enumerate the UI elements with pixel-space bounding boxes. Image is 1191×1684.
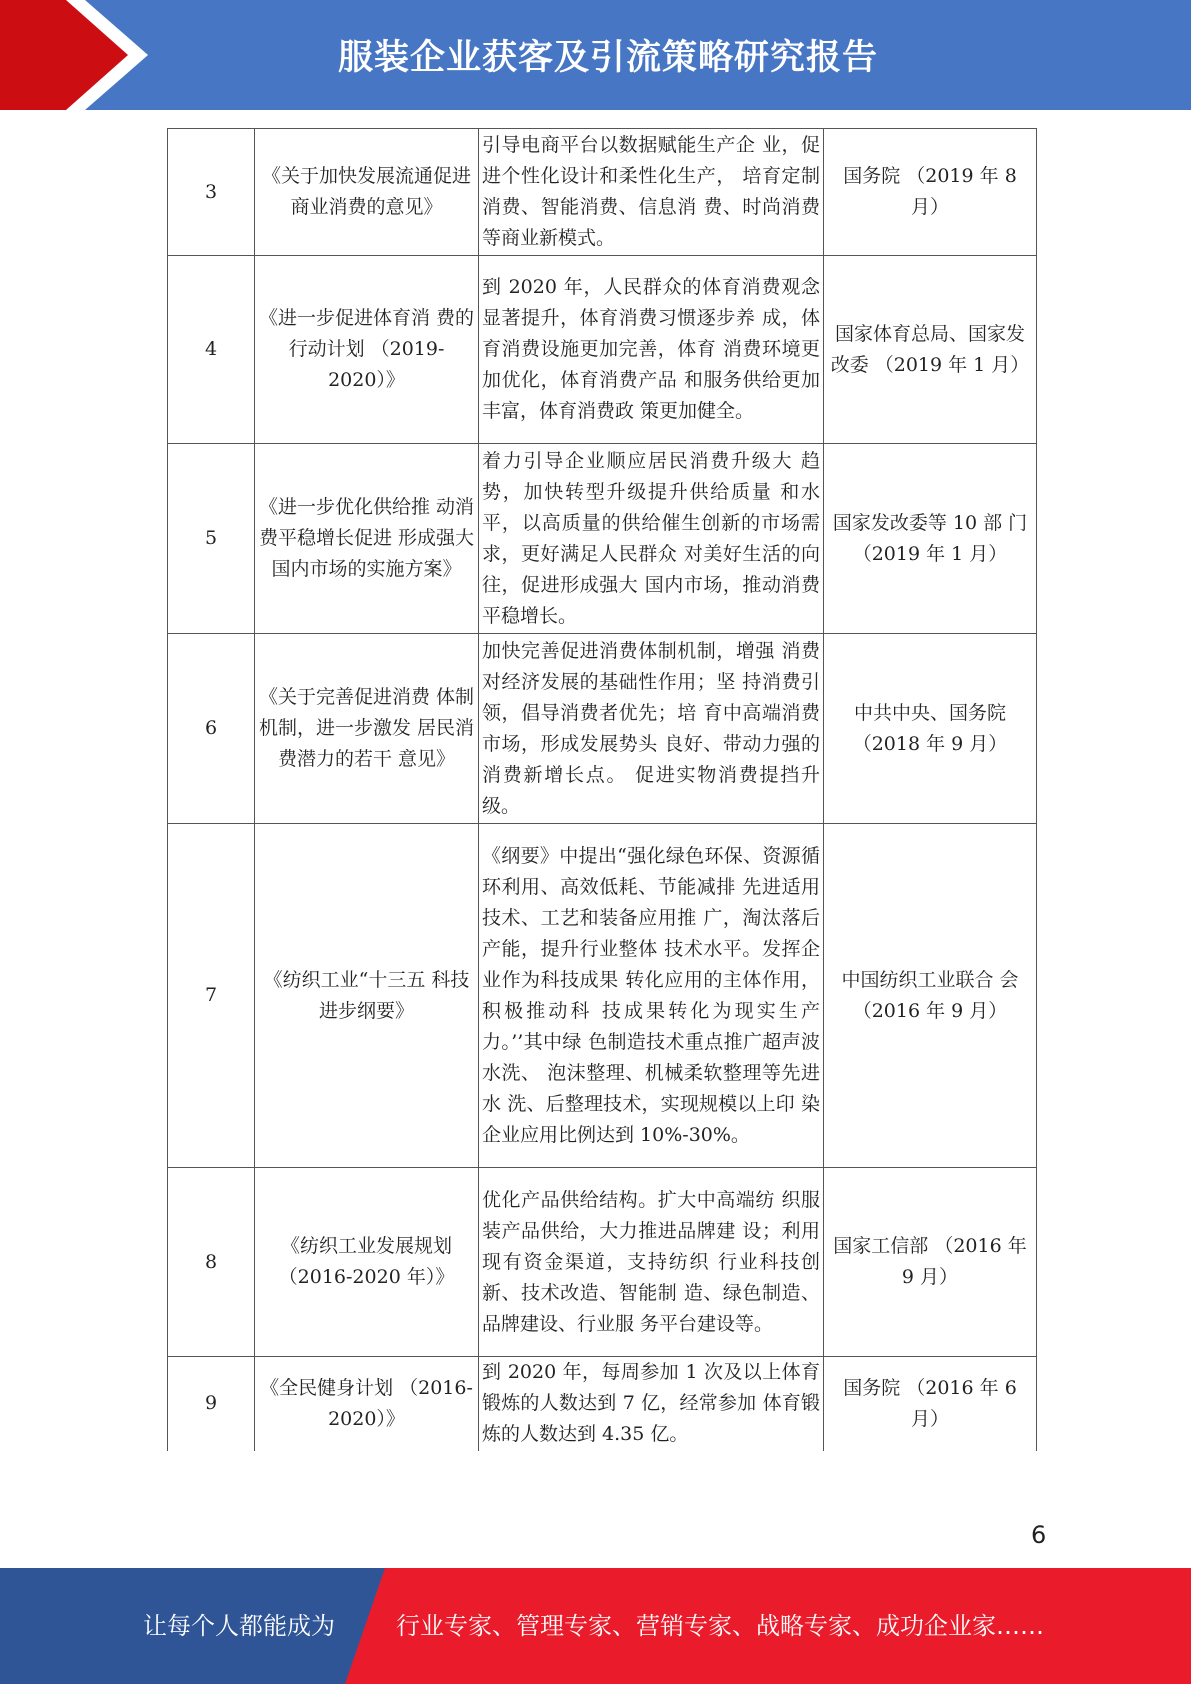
policy-description: 到 2020 年，人民群众的体育消费观念显著提升，体育消费习惯逐步养 成，体育消费设施更加完善，体育 消费环境更加优化，体育消费产品 和服务供给更加丰富，体育消费政 策更加健全。 <box>479 256 824 444</box>
page-footer <box>0 1568 1191 1684</box>
row-number: 7 <box>168 824 255 1168</box>
row-number: 8 <box>168 1168 255 1357</box>
policy-description: 《纲要》中提出“强化绿色环保、资源循环利用、高效低耗、节能减排 先进适用技术、工艺和装备应用推 广，淘汰落后产能，提升行业整体 技术水平。发挥企业作为科技成果 转化应用的主体作用，积极推动科 技成果转化为现实生产力。’’其中绿 色制造技术重点推广超声波水洗、 泡沫整理、机械柔软整理等先进水 洗、后整理技术，实现规模以上印 染企业应用比例达到 10%-30%。 <box>479 824 824 1168</box>
policy-table <box>167 128 1037 1451</box>
policy-issuer: 国务院 （2016 年 6 月） <box>824 1357 1037 1451</box>
report-title: 服装企业获客及引流策略研究报告 <box>337 38 878 78</box>
policy-name: 《纺织工业发展规划 （2016-2020 年）》 <box>255 1168 479 1357</box>
policy-issuer: 国家体育总局、国家发改委 （2019 年 1 月） <box>824 256 1037 444</box>
table-row <box>168 1168 1037 1357</box>
table-row <box>168 129 1037 256</box>
policy-issuer: 国务院 （2019 年 8 月） <box>824 129 1037 256</box>
table-row <box>168 444 1037 634</box>
table-row <box>168 256 1037 444</box>
policy-issuer: 中国纺织工业联合 会 （2016 年 9 月） <box>824 824 1037 1168</box>
policy-description: 引导电商平台以数据赋能生产企 业，促进个性化设计和柔性化生产， 培育定制消费、智能消费、信息消 费、时尚消费等商业新模式。 <box>479 129 824 256</box>
row-number: 3 <box>168 129 255 256</box>
footer-slogan-left: 让每个人都能成为 <box>143 1612 335 1640</box>
page-header <box>0 0 1191 110</box>
page-number: 6 <box>1031 1521 1047 1549</box>
policy-issuer: 中共中央、国务院 （2018 年 9 月） <box>824 634 1037 824</box>
policy-name: 《关于完善促进消费 体制机制，进一步激发 居民消费潜力的若干 意见》 <box>255 634 479 824</box>
row-number: 4 <box>168 256 255 444</box>
footer-slogan-right: 行业专家、管理专家、营销专家、战略专家、成功企业家…… <box>396 1612 1044 1640</box>
table-row <box>168 824 1037 1168</box>
policy-description: 优化产品供给结构。扩大中高端纺 织服装产品供给，大力推进品牌建 设；利用现有资金渠道，支持纺织 行业科技创新、技术改造、智能制 造、绿色制造、品牌建设、行业服 务平台建设等。 <box>479 1168 824 1357</box>
policy-issuer: 国家工信部 （2016 年 9 月） <box>824 1168 1037 1357</box>
policy-description: 到 2020 年，每周参加 1 次及以上体育锻炼的人数达到 7 亿，经常参加 体育锻炼的人数达到 4.35 亿。 <box>479 1357 824 1451</box>
table-row <box>168 1357 1037 1451</box>
policy-name: 《进一步优化供给推 动消费平稳增长促进 形成强大国内市场的实施方案》 <box>255 444 479 634</box>
row-number: 9 <box>168 1357 255 1451</box>
policy-description: 加快完善促进消费体制机制，增强 消费对经济发展的基础性作用；坚 持消费引领，倡导消费者优先；培 育中高端消费市场，形成发展势头 良好、带动力强的消费新增长点。 促进实物消费提挡升级。 <box>479 634 824 824</box>
table-row <box>168 634 1037 824</box>
policy-description: 着力引导企业顺应居民消费升级大 趋势，加快转型升级提升供给质量 和水平，以高质量的供给催生创新的市场需求，更好满足人民群众 对美好生活的向往，促进形成强大 国内市场，推动消费平稳增长。 <box>479 444 824 634</box>
row-number: 5 <box>168 444 255 634</box>
policy-name: 《进一步促进体育消 费的行动计划 （2019-2020）》 <box>255 256 479 444</box>
policy-issuer: 国家发改委等 10 部 门 （2019 年 1 月） <box>824 444 1037 634</box>
row-number: 6 <box>168 634 255 824</box>
policy-name: 《关于加快发展流通促进商业消费的意见》 <box>255 129 479 256</box>
policy-name: 《纺织工业“十三五 科技进步纲要》 <box>255 824 479 1168</box>
policy-name: 《全民健身计划 （2016-2020）》 <box>255 1357 479 1451</box>
